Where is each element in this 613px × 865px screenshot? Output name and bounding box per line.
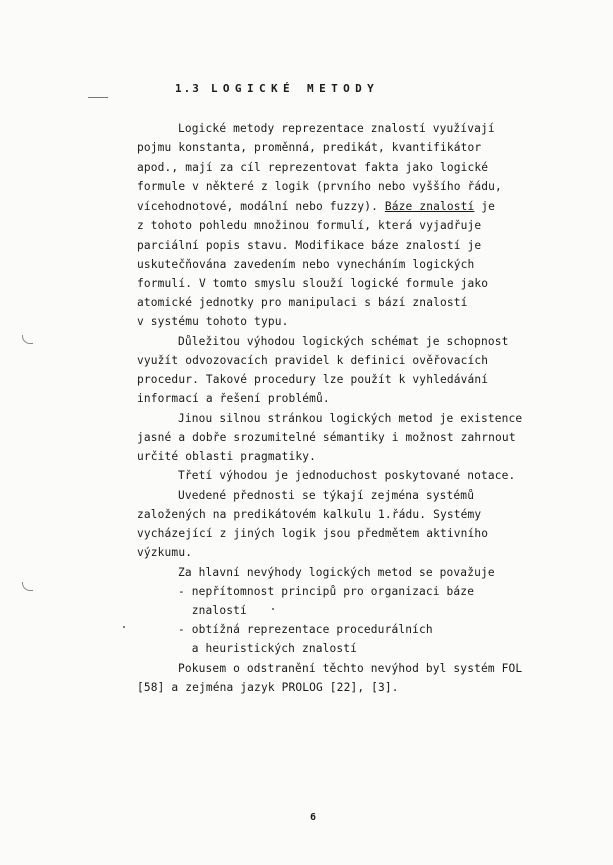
text-line: jasné a dobře srozumitelné sémantiky i možnost zahrnout	[137, 431, 516, 444]
section-heading	[175, 82, 379, 95]
text-line: Důležitou výhodou logických schémat je schopnost	[178, 335, 509, 348]
text-line	[137, 200, 495, 214]
list-item-continuation: a heuristických znalostí	[178, 642, 358, 655]
list-item: - obtížná reprezentace procedurálních	[178, 623, 433, 636]
list-item: - nepřítomnost principů pro organizaci báze	[178, 585, 475, 598]
text-line: pojmu konstanta, proměnná, predikát, kvantifikátor	[137, 141, 482, 154]
text-line: Uvedené přednosti se týkají zejména systémů	[178, 489, 475, 502]
section-title: LOGICKÉ METODY	[210, 82, 380, 95]
text-fragment: je	[474, 200, 496, 213]
text-fragment: vícehodnotové, modální nebo fuzzy).	[137, 200, 378, 213]
text-line: vycházející z jiných logik jsou předmětem aktivního	[137, 527, 489, 540]
text-line: formulí. V tomto smyslu slouží logické formule jako	[137, 277, 489, 290]
margin-mark	[88, 97, 108, 98]
scan-artifact	[272, 608, 274, 610]
text-line: atomické jednotky pro manipulaci s bází znalostí	[137, 296, 468, 309]
text-line: procedur. Takové procedury lze použít k vyhledávání	[137, 373, 489, 386]
text-line: výzkumu.	[137, 546, 193, 559]
text-line: parciální popis stavu. Modifikace báze znalostí je	[137, 239, 482, 252]
page-number: 6	[310, 812, 317, 823]
text-line: Pokusem o odstranění těchto nevýhod byl systém FOL	[178, 662, 523, 675]
text-line: Za hlavní nevýhody logických metod se považuje	[178, 566, 495, 579]
list-item-continuation: znalostí	[178, 604, 247, 617]
text-line: formule v některé z logik (prvního nebo vyššího řádu,	[137, 180, 502, 193]
scan-artifact	[22, 582, 33, 591]
text-line: využít odvozovacích pravidel k definici ověřovacích	[137, 354, 489, 367]
text-line: z tohoto pohledu množinou formulí, která vyjadřuje	[137, 219, 482, 232]
text-line: apod., mají za cíl reprezentovat fakta jako logické	[137, 161, 489, 174]
text-line: Logické metody reprezentace znalostí využívají	[178, 122, 495, 135]
scan-artifact	[123, 626, 125, 628]
text-line: informací a řešení problémů.	[137, 392, 330, 405]
text-line: v systému tohoto typu.	[137, 315, 289, 328]
text-line: Jinou silnou stránkou logických metod je existence	[178, 412, 523, 425]
text-line: Třetí výhodou je jednoduchost poskytované notace.	[178, 469, 516, 482]
scan-artifact	[22, 335, 33, 344]
underlined-term: Báze znalostí	[384, 200, 475, 213]
text-line: určité oblasti pragmatiky.	[137, 450, 317, 463]
text-line: uskutečňována zavedením nebo vynecháním logických	[137, 258, 475, 271]
section-number: 1.3	[175, 82, 201, 95]
text-line: [58] a zejména jazyk PROLOG [22], [3].	[137, 681, 399, 694]
text-line: založených na predikátovém kalkulu 1.řádu. Systémy	[137, 508, 482, 521]
